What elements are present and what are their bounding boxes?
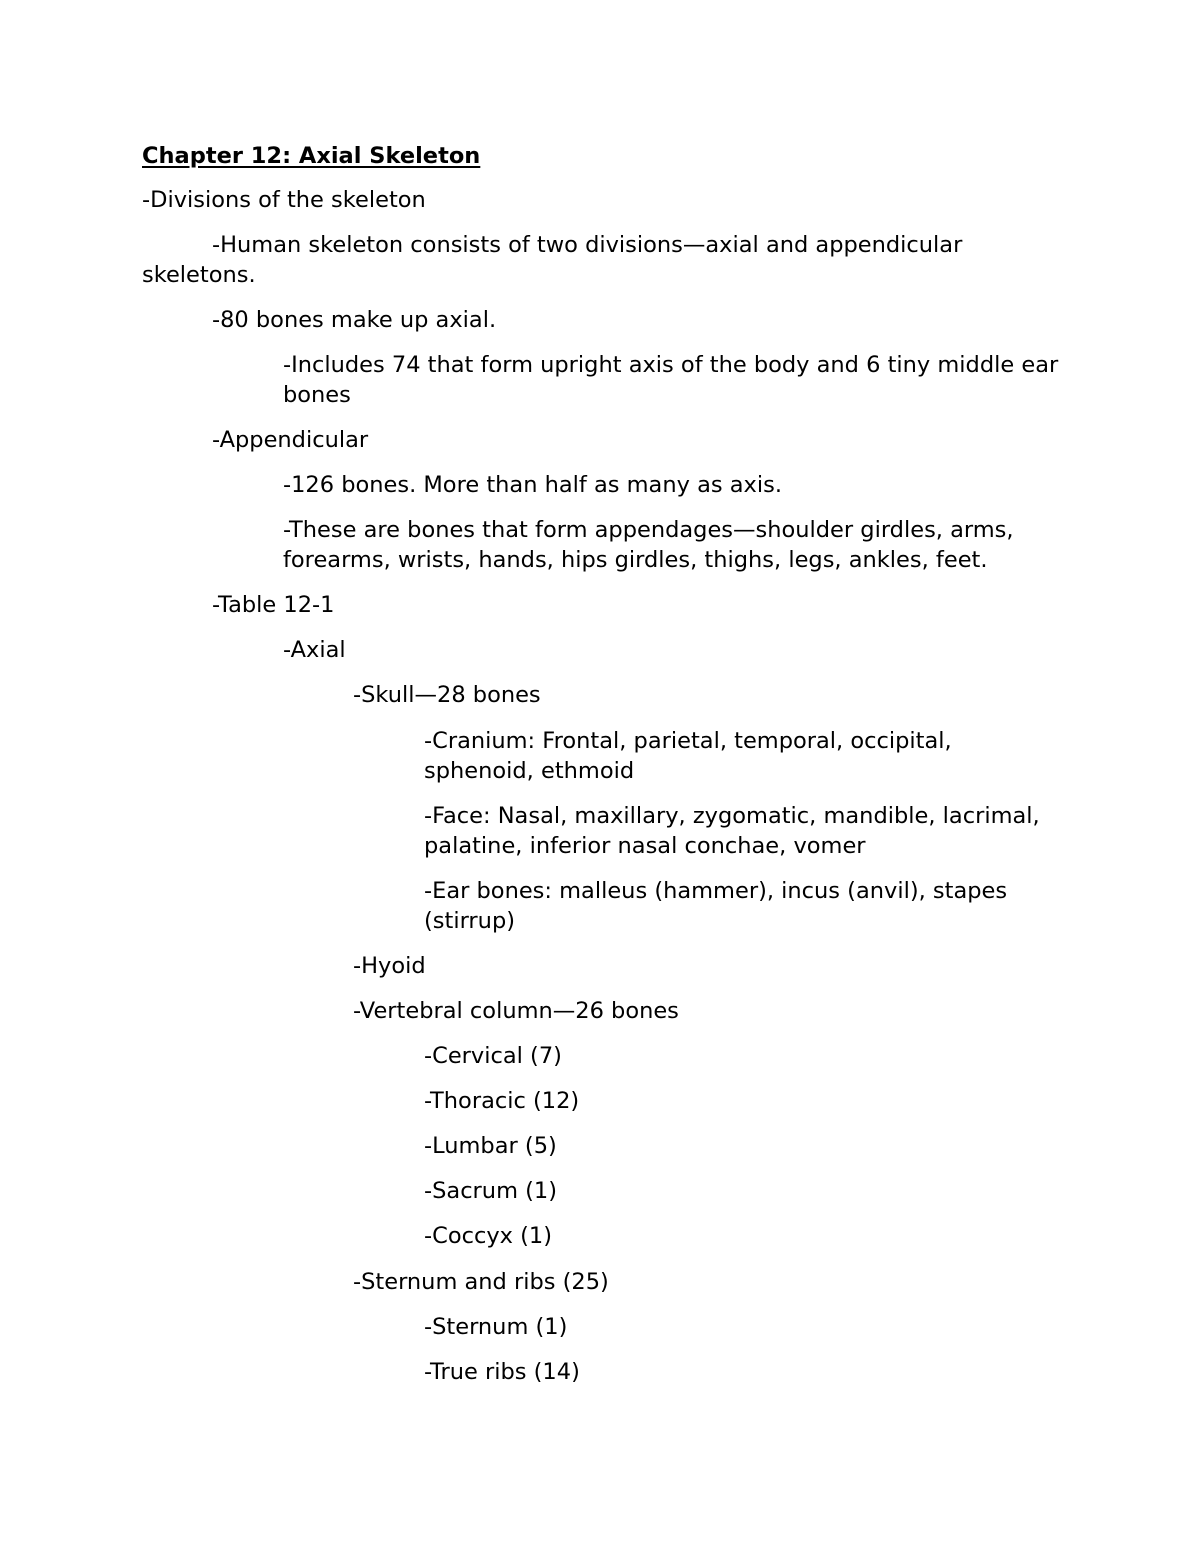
paragraph-cranium: -Cranium: Frontal, parietal, temporal, occipital, sphenoid, ethmoid [424,728,952,784]
paragraph-thoracic: -Thoracic (12) [424,1088,580,1114]
paragraph-human-skeleton-line1: -Human skeleton consists of two divisions—axial and appendicular [212,232,963,258]
paragraph-sternum: -Sternum (1) [424,1314,568,1340]
paragraph-hyoid: -Hyoid [353,953,426,979]
paragraph-sternum-and-ribs: -Sternum and ribs (25) [353,1269,609,1295]
paragraph-ear-bones: -Ear bones: malleus (hammer), incus (anvil), stapes (stirrup) [424,878,1008,934]
paragraph-cervical: -Cervical (7) [424,1043,562,1069]
paragraph-80-bones: -80 bones make up axial. [212,307,497,333]
paragraph-coccyx: -Coccyx (1) [424,1223,552,1249]
paragraph-true-ribs: -True ribs (14) [424,1359,580,1385]
chapter-title: Chapter 12: Axial Skeleton [142,143,481,169]
paragraph-126-bones: -126 bones. More than half as many as axis. [283,472,782,498]
paragraph-sacrum: -Sacrum (1) [424,1178,558,1204]
paragraph-divisions: -Divisions of the skeleton [142,187,426,213]
paragraph-vertebral-column: -Vertebral column—26 bones [353,998,679,1024]
paragraph-includes-74: -Includes 74 that form upright axis of the body and 6 tiny middle ear bones [283,352,1059,408]
paragraph-axial: -Axial [283,637,346,663]
paragraph-lumbar: -Lumbar (5) [424,1133,557,1159]
paragraph-human-skeleton-line2: skeletons. [142,262,256,288]
paragraph-table-12-1: -Table 12-1 [212,592,335,618]
paragraph-face: -Face: Nasal, maxillary, zygomatic, mandible, lacrimal, palatine, inferior nasal conchae, vomer [424,803,1040,859]
paragraph-appendicular: -Appendicular [212,427,369,453]
paragraph-skull: -Skull—28 bones [353,682,541,708]
paragraph-appendages: -These are bones that form appendages—shoulder girdles, arms, forearms, wrists, hands, hips girdles, thighs, legs, ankles, feet. [283,517,1014,573]
